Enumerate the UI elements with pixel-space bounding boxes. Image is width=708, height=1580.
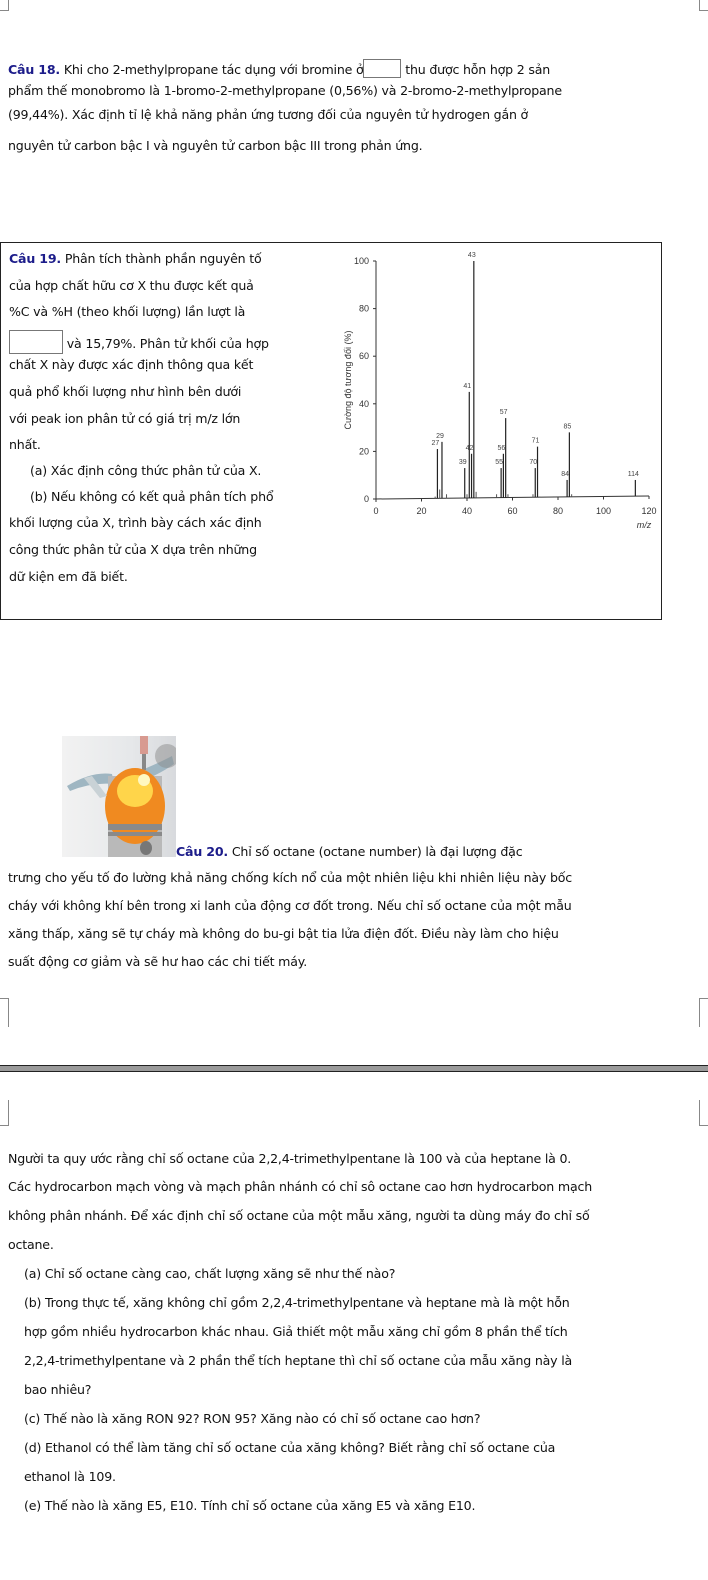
q18-line: (99,44%). Xác định tỉ lệ khả năng phản ứng tương đối của nguyên tử hydrogen gắn ở	[8, 107, 529, 122]
q20-line: trưng cho yếu tố đo lường khả năng chống kích nổ của một nhiên liệu khi nhiên liệu này bốc	[8, 870, 572, 885]
question-label: Câu 18.	[8, 62, 61, 77]
q19-line: nhất.	[9, 437, 41, 452]
peak-label: 71	[531, 437, 540, 445]
q20-cont-line: ethanol là 109.	[24, 1469, 116, 1484]
x-tick-label: 80	[552, 506, 564, 516]
x-tick-label: 120	[641, 506, 657, 516]
x-tick-label: 40	[461, 506, 473, 516]
answer-blank[interactable]	[363, 59, 401, 78]
q19-line: (b) Nếu không có kết quả phân tích phổ	[30, 489, 274, 504]
y-tick-label: 20	[358, 446, 369, 457]
peak-label: 85	[563, 423, 572, 431]
q19-line: %C và %H (theo khối lượng) lần lượt là	[9, 304, 246, 319]
q18-line	[8, 59, 550, 79]
q20-cont-line: 2,2,4-trimethylpentane và 2 phần thể tích heptane thì chỉ số octane của mẫu xăng này là	[24, 1353, 573, 1368]
y-tick-label: 40	[358, 398, 369, 409]
text: Khi cho 2-methylpropane tác dụng với bromine ở	[60, 62, 364, 77]
q19-line: với peak ion phân tử có giá trị m/z lớn	[9, 411, 241, 426]
q19-line: (a) Xác định công thức phân tử của X.	[30, 463, 262, 478]
q19-line: chất X này được xác định thông qua kết	[9, 357, 254, 372]
y-tick-label: 0	[363, 494, 369, 504]
q20-line: suất động cơ giảm và sẽ hư hao các chi tiết máy.	[8, 954, 308, 969]
q20-cont-line: octane.	[8, 1237, 54, 1252]
x-axis-label: m/z	[636, 520, 652, 530]
text: Chỉ số octane (octane number) là đại lượng đặc	[228, 844, 523, 859]
q18-line: phẩm thế monobromo là 1-bromo-2-methylpropane (0,56%) và 2-bromo-2-methylpropane	[8, 83, 562, 98]
y-tick-label: 60	[358, 351, 369, 362]
x-tick-label: 100	[595, 506, 612, 516]
text: thu được hỗn hợp 2 sản	[401, 62, 551, 77]
text: và 15,79%. Phân tử khối của hợp	[63, 336, 269, 351]
x-tick-label: 0	[373, 506, 379, 516]
engine-cylinder-image	[62, 736, 176, 857]
peak-label: 70	[529, 459, 538, 467]
page-corner-mark	[699, 998, 708, 1027]
peak-label: 42	[465, 444, 474, 452]
peak-label: 84	[561, 470, 569, 478]
q19-line	[9, 250, 262, 268]
q19-line: dữ kiện em đã biết.	[9, 569, 128, 584]
y-tick-label: 100	[353, 256, 369, 266]
peak-label: 39	[458, 459, 467, 467]
peak-label: 56	[497, 444, 506, 452]
q20-cont-line: Các hydrocarbon mạch vòng và mạch phân nhánh có chỉ sô octane cao hơn hydrocarbon mạch	[8, 1179, 592, 1194]
q20-cont-line: hợp gồm nhiều hydrocarbon khác nhau. Giả thiết một mẫu xăng chỉ gồm 8 phần thể tích	[24, 1324, 568, 1339]
peak-label: 55	[495, 459, 504, 467]
question-label: Câu 20.	[176, 844, 229, 859]
q20-cont-line: Người ta quy ước rằng chỉ số octane của 2,2,4-trimethylpentane là 100 và của heptane là 0.	[8, 1151, 572, 1166]
question-label: Câu 19.	[9, 251, 62, 266]
page-corner-mark	[0, 0, 9, 11]
peak-label: 57	[499, 409, 508, 417]
x-tick-label: 20	[416, 506, 427, 516]
q20-cont-line: (e) Thế nào là xăng E5, E10. Tính chỉ số octane của xăng E5 và xăng E10.	[24, 1498, 476, 1513]
page-corner-mark	[0, 1100, 9, 1126]
q19-line	[9, 330, 269, 354]
q20-cont-line: (b) Trong thực tế, xăng không chỉ gồm 2,2,4-trimethylpentane và heptane mà là một hỗn	[24, 1295, 570, 1310]
page-corner-mark	[0, 998, 9, 1027]
q20-cont-line: bao nhiêu?	[24, 1382, 92, 1397]
mass-spectrum-chart	[331, 243, 661, 533]
peak-label: 29	[436, 432, 444, 440]
peak-label: 27	[431, 440, 440, 448]
page-break-rule	[0, 1065, 708, 1072]
q20-cont-line: (d) Ethanol có thể làm tăng chỉ số octane của xăng không? Biết rằng chỉ số octane của	[24, 1440, 556, 1455]
peak-label: 41	[463, 382, 472, 390]
q19-line: của hợp chất hữu cơ X thu được kết quả	[9, 278, 254, 293]
page-corner-mark	[699, 0, 708, 11]
text: Phân tích thành phần nguyên tố	[61, 251, 262, 266]
peak-label: 114	[627, 470, 639, 478]
q20-line	[176, 843, 522, 861]
q20-cont-line: (c) Thế nào là xăng RON 92? RON 95? Xăng nào có chỉ số octane cao hơn?	[24, 1411, 481, 1426]
q20-cont-line: (a) Chỉ số octane càng cao, chất lượng xăng sẽ như thế nào?	[24, 1266, 396, 1281]
q19-line: công thức phân tử của X dựa trên những	[9, 542, 257, 557]
q18-line: nguyên tử carbon bậc I và nguyên tử carbon bậc III trong phản ứng.	[8, 138, 423, 153]
q19-line: quả phổ khối lượng như hình bên dưới	[9, 384, 242, 399]
q20-line: xăng thấp, xăng sẽ tự cháy mà không do bu-gi bật tia lửa điện đốt. Điều này làm cho hiệu	[8, 926, 559, 941]
q19-line: khối lượng của X, trình bày cách xác định	[9, 515, 262, 530]
page-corner-mark	[699, 1100, 708, 1126]
q20-line: cháy với không khí bên trong xi lanh của động cơ đốt trong. Nếu chỉ số octane của một mẫu	[8, 898, 572, 913]
answer-blank[interactable]	[9, 330, 63, 354]
y-tick-label: 80	[358, 303, 369, 314]
y-axis-label: Cường độ tương đối (%)	[343, 330, 353, 430]
x-tick-label: 60	[507, 506, 518, 516]
peak-label: 43	[467, 252, 476, 259]
q20-cont-line: không phân nhánh. Để xác định chỉ số octane của một mẫu xăng, người ta dùng máy đo chỉ số	[8, 1208, 590, 1223]
